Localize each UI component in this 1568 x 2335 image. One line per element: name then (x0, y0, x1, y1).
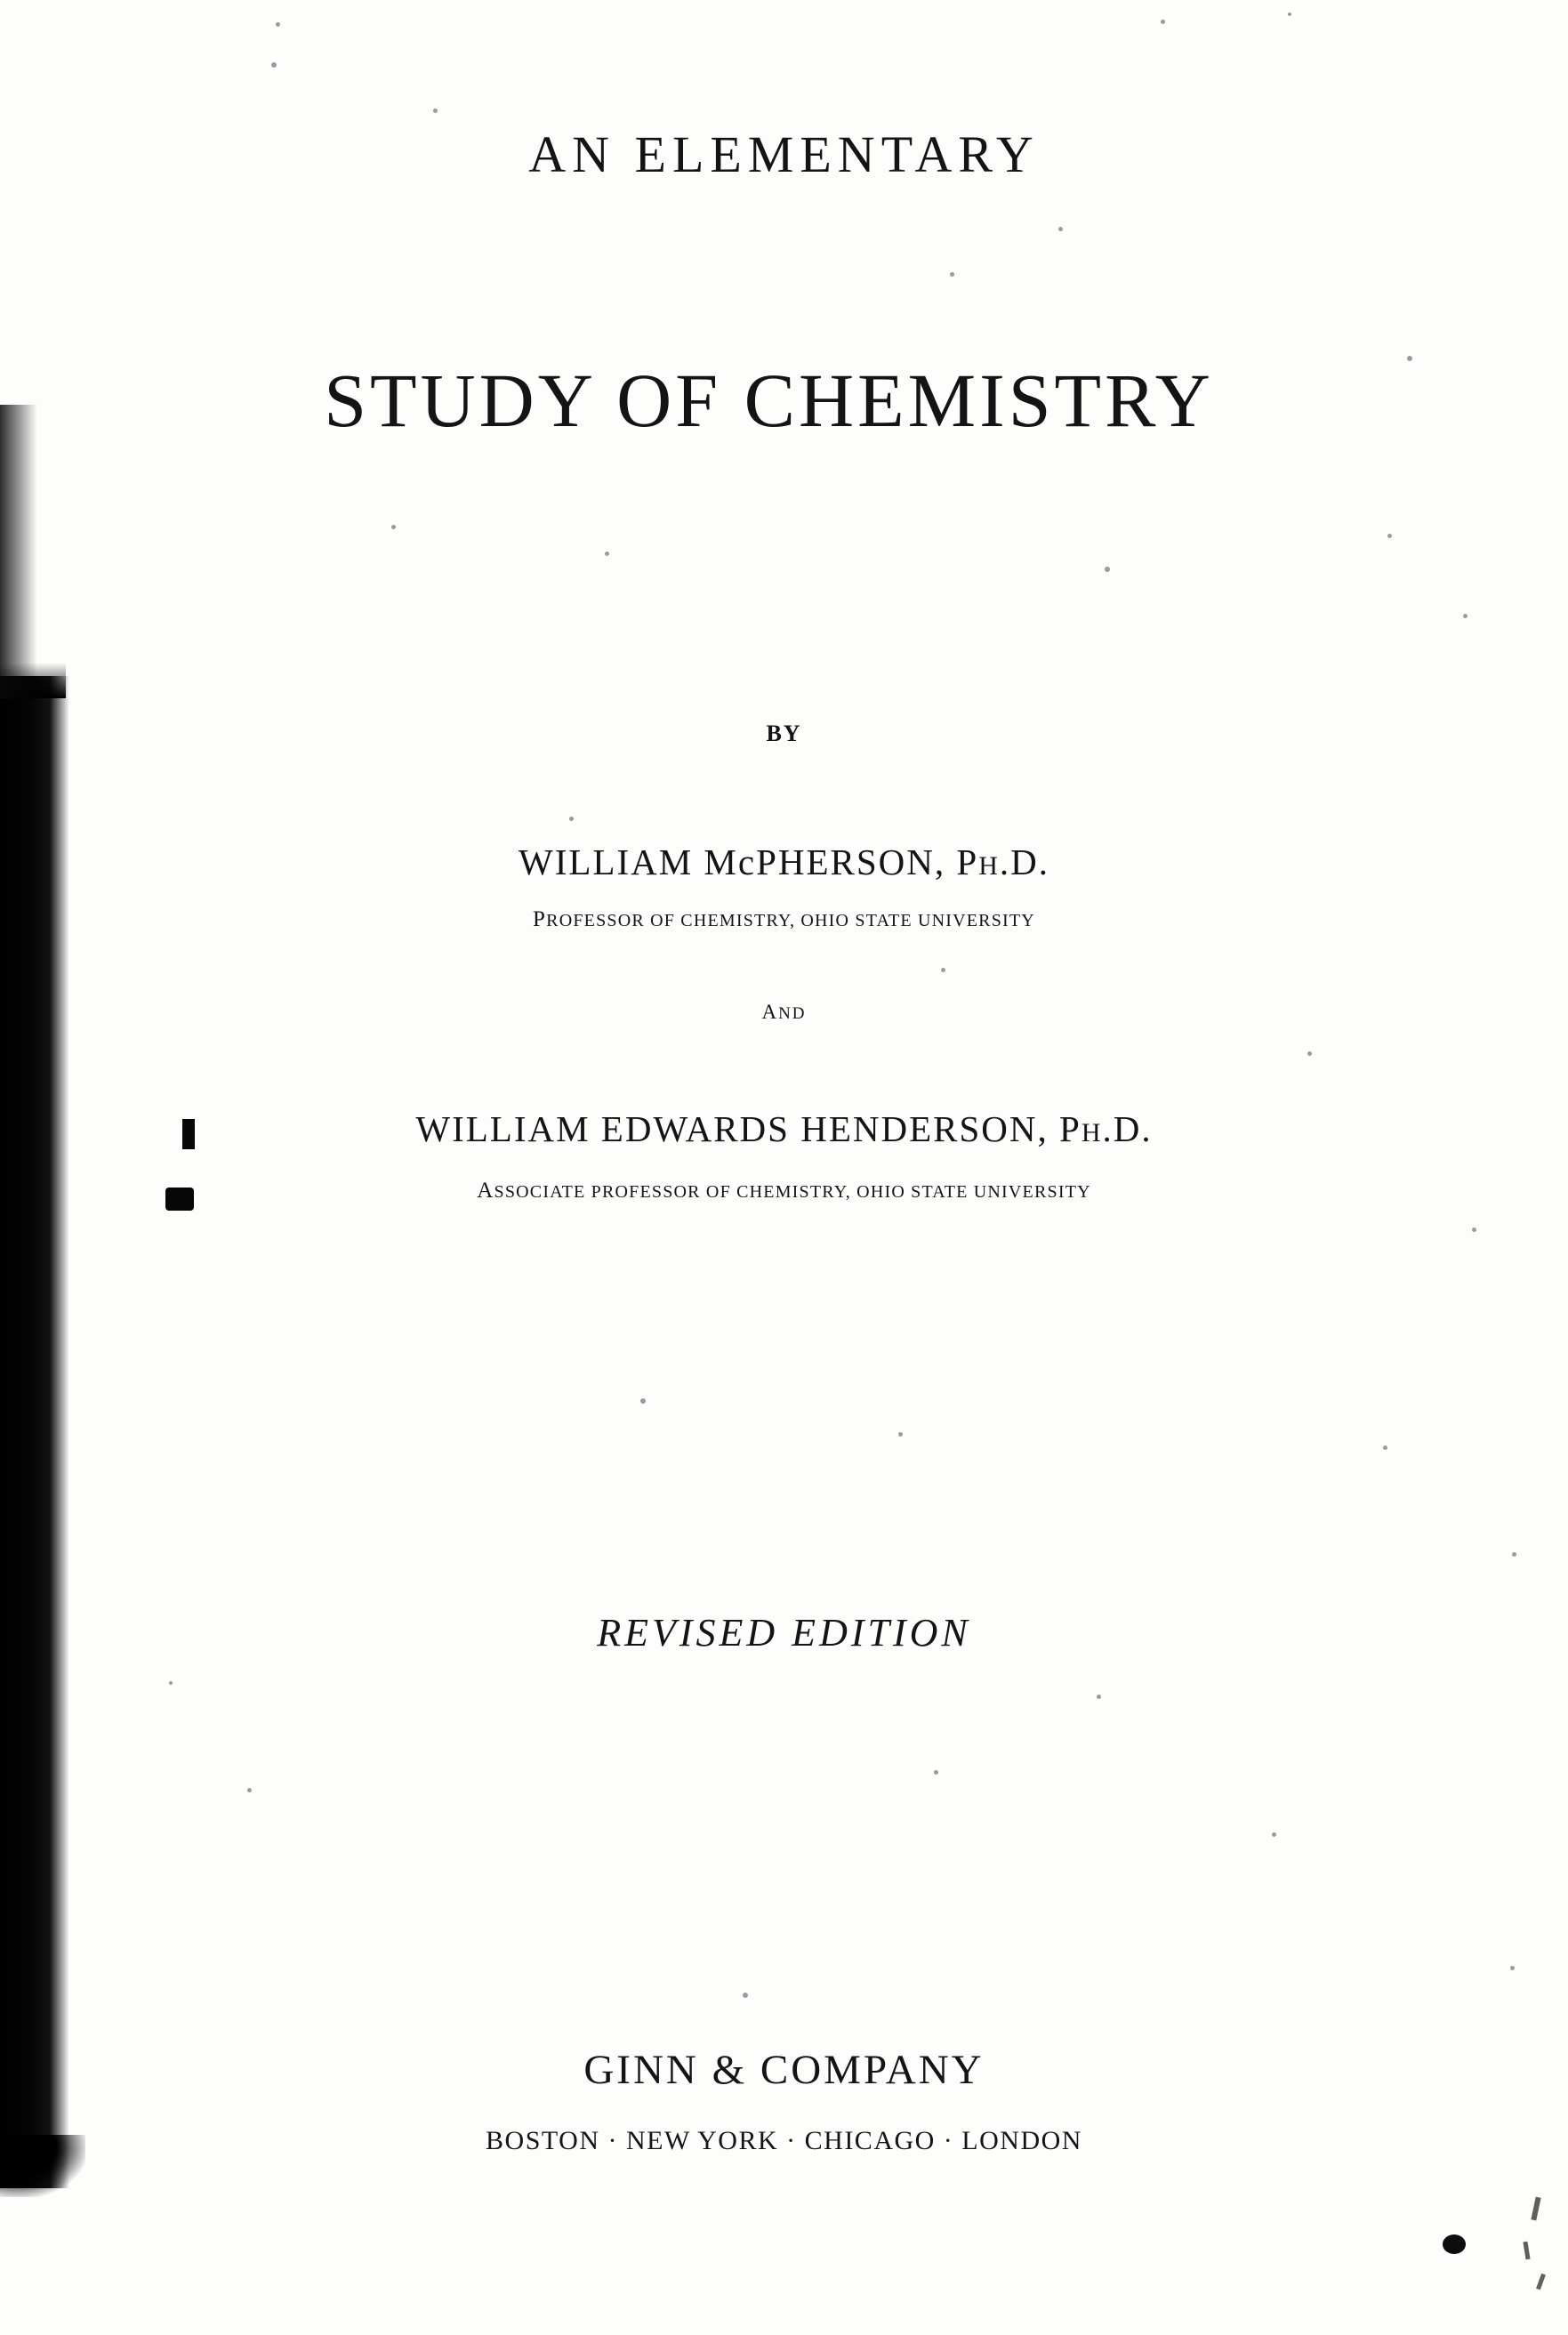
scan-speckle (1058, 227, 1063, 231)
author-name-primary (0, 841, 1568, 883)
scan-speckle (569, 817, 574, 821)
scan-speckle (1463, 614, 1467, 618)
publisher-cities: BOSTON · NEW YORK · CHICAGO · LONDON (486, 2126, 1082, 2155)
scan-speckle (941, 968, 945, 972)
author-name-secondary-smallcap: H (1081, 1118, 1103, 1147)
scan-speckle (950, 272, 954, 277)
author-name-secondary-tail: .D. (1102, 1108, 1153, 1149)
byline-label: BY (766, 721, 802, 746)
scan-speckle (169, 1681, 173, 1685)
author-affiliation-secondary (0, 1179, 1568, 1204)
scan-speckle (1383, 1445, 1387, 1450)
book-title-line-1: AN ELEMENTARY (528, 125, 1040, 183)
affiliation-primary-rest: ROFESSOR OF CHEMISTRY, OHIO STATE UNIVERSITY (546, 911, 1035, 930)
author-name-primary-tail: .D. (999, 841, 1049, 882)
scan-speckle (433, 109, 438, 113)
author-name-secondary-main: WILLIAM EDWARDS HENDERSON, P (415, 1108, 1082, 1149)
author-name-primary-main: WILLIAM McPHERSON, P (519, 841, 979, 882)
edition-statement: REVISED EDITION (597, 1611, 971, 1655)
author-name-secondary (0, 1107, 1568, 1150)
scan-speckle (1272, 1832, 1276, 1837)
scan-speckle (605, 552, 609, 556)
and-separator-rest: ND (778, 1004, 807, 1023)
page-gutter-shadow (0, 676, 69, 2188)
and-separator (0, 1001, 1568, 1024)
scan-edge-mark (1523, 2242, 1530, 2260)
scan-speckle (1472, 1228, 1476, 1232)
scan-speckle (391, 525, 396, 529)
affiliation-primary-initial: P (533, 907, 547, 931)
scan-speckle (1510, 1966, 1515, 1970)
ink-blot (1443, 2234, 1466, 2254)
page-edge-smudge (0, 405, 37, 698)
scan-speckle (898, 1432, 903, 1437)
scan-edge-mark (1531, 2197, 1540, 2221)
and-separator-initial: A (761, 1001, 779, 1023)
scan-speckle (271, 62, 277, 68)
affiliation-secondary-rest: SSOCIATE PROFESSOR OF CHEMISTRY, OHIO STATE UNIVERSITY (494, 1182, 1091, 1202)
scan-speckle (247, 1788, 252, 1792)
scan-speckle (1097, 1695, 1101, 1699)
affiliation-secondary-initial: A (477, 1179, 495, 1203)
author-name-primary-smallcap: H (978, 851, 1000, 881)
book-title-line-2: STUDY OF CHEMISTRY (324, 358, 1214, 443)
scan-speckle (743, 1993, 748, 1998)
scan-speckle (934, 1770, 938, 1775)
publisher-name: GINN & COMPANY (583, 2047, 985, 2093)
scan-edge-mark (1536, 2274, 1546, 2291)
scan-speckle (1161, 20, 1165, 24)
scan-speckle (1105, 567, 1110, 572)
author-affiliation-primary (0, 907, 1568, 932)
scan-speckle (1307, 1051, 1312, 1056)
scan-speckle (276, 22, 280, 27)
scan-speckle (1288, 12, 1291, 16)
scan-speckle (640, 1398, 646, 1404)
scan-speckle (1512, 1552, 1516, 1557)
scan-speckle (1387, 534, 1392, 538)
